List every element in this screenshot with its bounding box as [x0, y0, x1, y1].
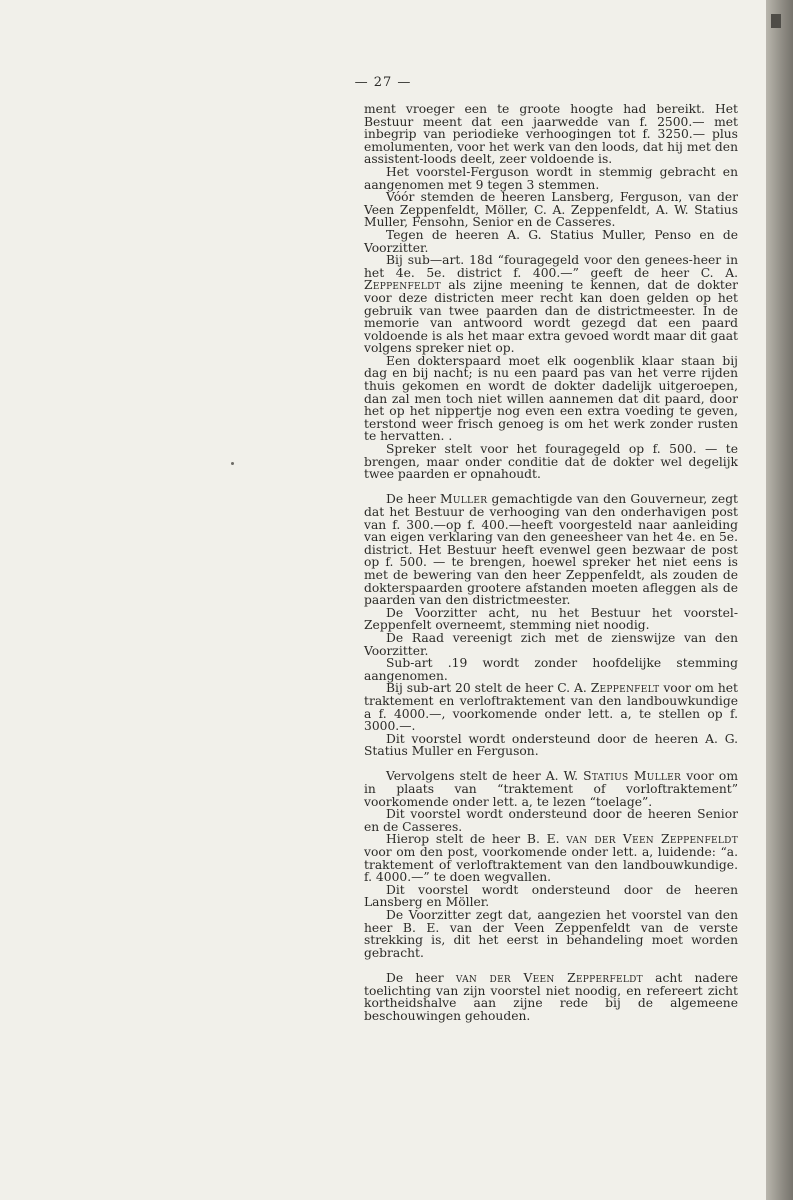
paragraph: Vóór stemden de heeren Lansberg, Ferguson, van der Veen Zeppenfeldt, Möller, C. A. Zeppenfeldt, A. W. Statius Muller, Fensohn, Senior en de Casseres. [364, 190, 738, 230]
paragraph-text: als zijne meening te kennen, dat de dokter voor deze districten meer recht kan doen gelden op het gebruik van twee paarden dan de districtmeester. In de memorie van antwoord wordt gezegd dat een paard voldoende is als het maar extra gevoed wordt maar dit gaat volgens spreker niet op. [364, 278, 738, 356]
paragraph [364, 493, 738, 606]
paragraph: Dit voorstel wordt ondersteund door de heeren Senior en de Casseres. [364, 807, 738, 834]
speaker-name: van der Veen Zepperfeldt [455, 970, 643, 985]
paragraph: Dit voorstel wordt ondersteund door de heeren A. G. Statius Muller en Ferguson. [364, 731, 738, 759]
paragraph: Het voorstel-Ferguson wordt in stemmig gebracht en aangenomen met 9 tegen 3 stemmen. [364, 164, 738, 192]
paragraph [364, 972, 738, 1022]
paragraph: De Raad vereenigt zich met de zienswijze van den Voorzitter. [364, 630, 738, 658]
speaker-name: van der Veen Zeppenfeldt [566, 832, 738, 847]
speaker-name: Statius Muller [583, 769, 682, 784]
paragraph [364, 682, 738, 732]
paragraph-text: De heer [386, 492, 440, 507]
speaker-name: Muller [440, 492, 488, 507]
body-text [364, 103, 738, 1022]
paragraph-text: Vervolgens stelt de heer A. W. [386, 769, 584, 784]
paragraph: Spreker stelt voor het fouragegeld op f. 500. — te brengen, maar onder conditie dat de dokter wel degelijk twee paarden er opnahoudt. [364, 442, 738, 482]
paragraph: ment vroeger een te groote hoogte had bereikt. Het Bestuur meent dat een jaarwedde van f. 2500.— met inbegrip van periodieke verhoogingen tot f. 3250.— plus emolumenten, voor het werk van den loods, dat hij met den assistent-loods deelt, zeer voldoende is. [364, 102, 738, 167]
margin-mark [231, 462, 234, 465]
paragraph: Dit voorstel wordt ondersteund door de heeren Lansberg en Möller. [364, 882, 738, 910]
paragraph [364, 833, 738, 883]
paragraph: De Voorzitter acht, nu het Bestuur het voorstel-Zeppenfelt overneemt, stemming niet noodig. [364, 605, 738, 633]
paragraph-text: Bij sub—art. 18d “fouragegeld voor den genees-heer in het 4e. 5e. district f. 400.—” geeft de heer C. A. [364, 253, 738, 280]
binding-edge [766, 0, 793, 1200]
speaker-name: Zeppenfelt [590, 681, 660, 696]
paragraph-text: voor om in plaats van “traktement of vorloftraktement” voorkomende onder lett. a, te lezen “toelage”. [364, 769, 738, 809]
paragraph: Een dokterspaard moet elk oogenblik klaar staan bij dag en bij nacht; is nu een paard pas van het verre rijden thuis gekomen en wordt de dokter dadelijk uitgeroepen, dan zal men toch niet willen aannemen dat dit paard, door het op het nippertje nog even een extra voeding te geven, terstond weer frisch genoeg is om het werk zonder rusten te hervatten. . [364, 353, 738, 444]
paragraph: Sub-art .19 wordt zonder hoofdelijke stemming aangenomen. [364, 656, 738, 683]
paragraph [364, 770, 738, 808]
paragraph: Tegen de heeren A. G. Statius Muller, Penso en de Voorzitter. [364, 227, 738, 255]
paragraph-text: gemachtigde van den Gouverneur, zegt dat het Bestuur de verhooging van den onderhavigen post van f. 300.—op f. 400.—heeft voorgesteld naar aanleiding van eigen verklaring van den geneesheer van het 4e. en 5e. district. Het Bestuur heeft evenwel geen bezwaar de post op f. 500. — te brengen, hoewel spreker het niet eens is met de bewering van den heer Zeppenfeldt, als zouden de dokterspaarden grootere afstanden moeten afleggen als de paarden van den districtmeester. [364, 492, 739, 608]
speaker-name: Zeppenfeldt [364, 278, 441, 293]
bookmark-tab [771, 14, 781, 28]
paragraph: De Voorzitter zegt dat, aangezien het voorstel van den heer B. E. van der Veen Zeppenfeldt van de verste strekking is, dit het eerst in behandeling moet worden gebracht. [364, 908, 738, 960]
paragraph-text: voor om het traktement en verloftraktement van den landbouwkundige a f. 4000.—, voorkomende onder lett. a, te stellen op f. 3000.—. [364, 681, 739, 734]
paragraph-text: De heer [386, 970, 456, 985]
page-number: — 27 — [354, 75, 412, 90]
paragraph-text: voor om den post, voorkomende onder lett. a, luidende: “a. traktement of verloftraktement van den landbouwkundige. f. 4000.—” te doen wegvallen. [364, 845, 738, 885]
paragraph [364, 254, 738, 355]
paragraph-text: Hierop stelt de heer B. E. [386, 832, 567, 847]
paragraph-text: Bij sub-art 20 stelt de heer C. A. [386, 681, 591, 696]
paragraph-text: acht nadere toelichting van zijn voorstel niet noodig, en refereert zicht kortheidshalve aan zijne rede bij de algemeene beschouwingen gehouden. [364, 970, 739, 1023]
